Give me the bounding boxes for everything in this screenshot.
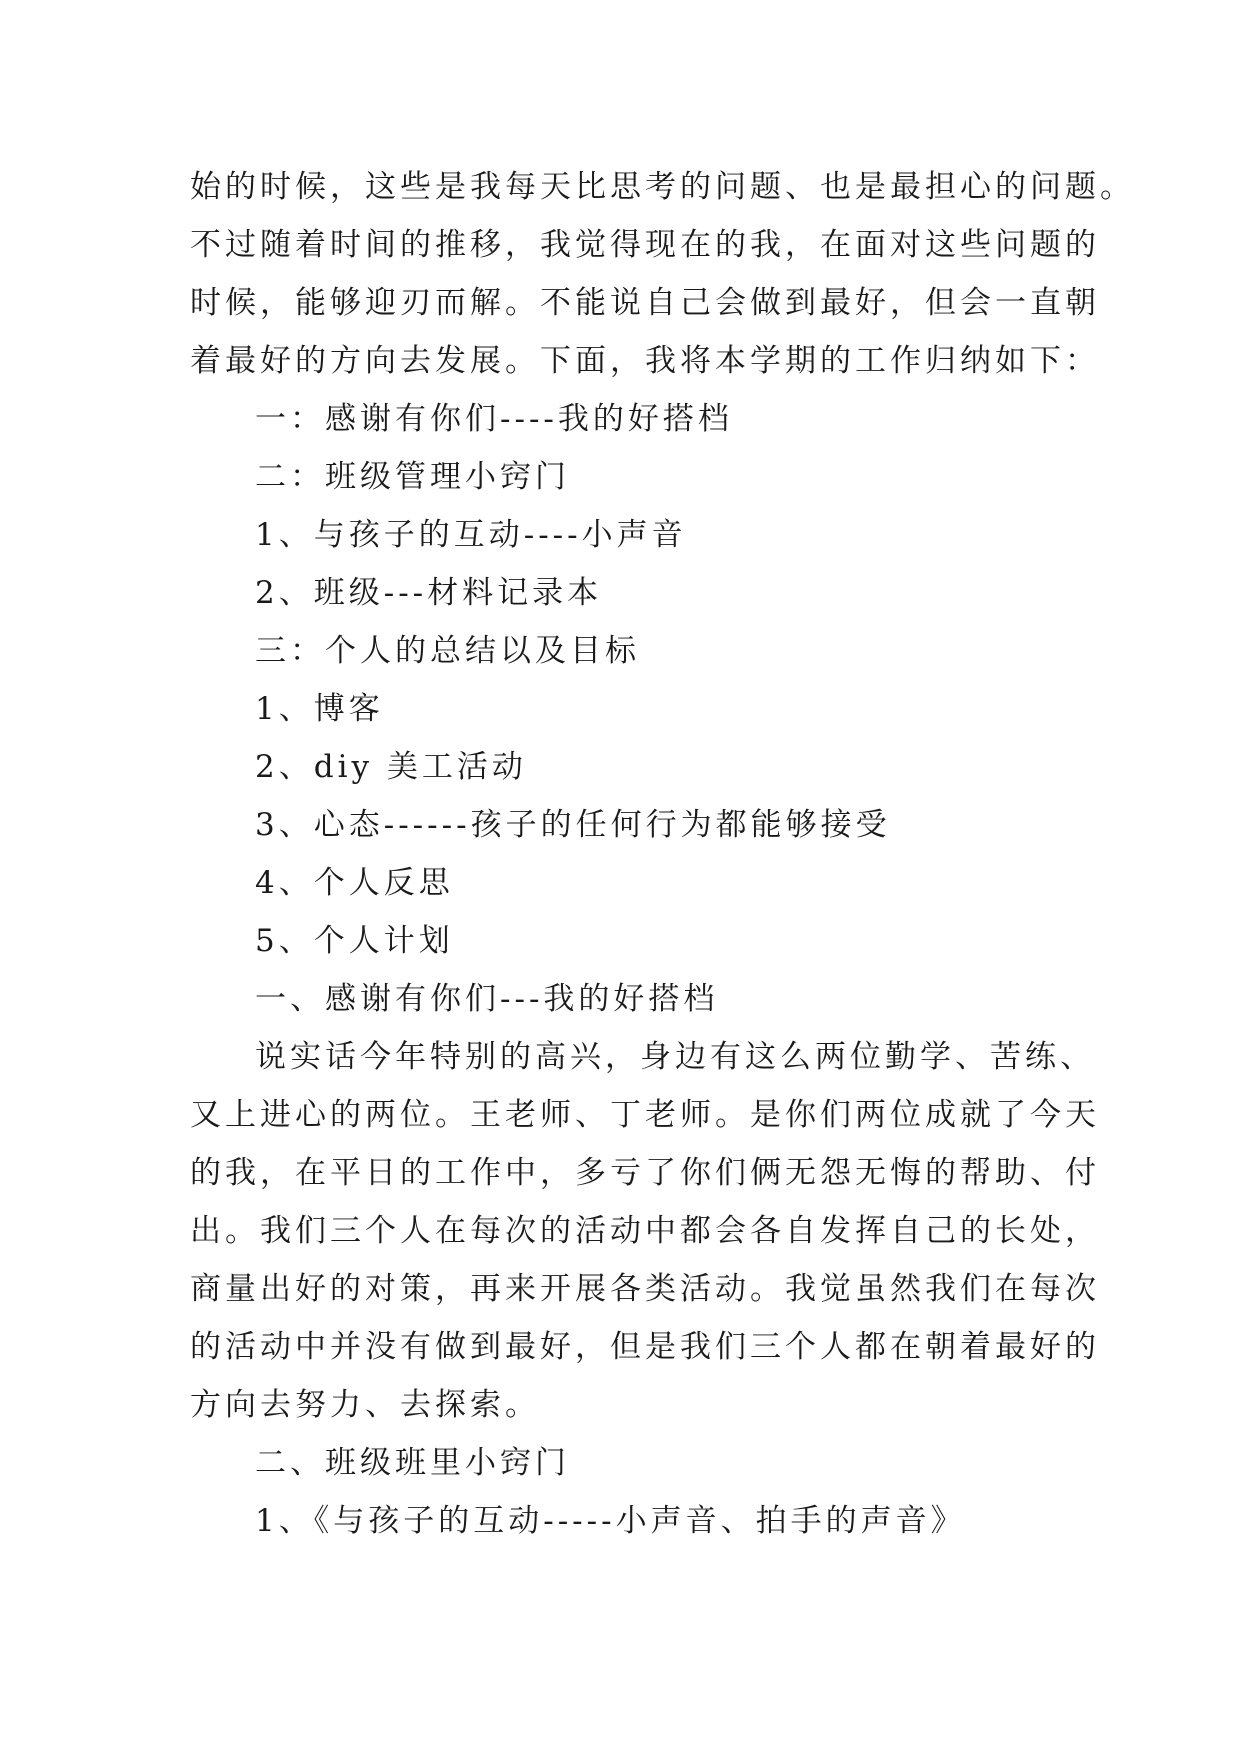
outline-item: 2、diy 美工活动: [255, 749, 527, 785]
paragraph-line: 出。我们三个人在每次的活动中都会各自发挥自己的长处，: [190, 1213, 1100, 1249]
outline-item: 1、博客: [255, 691, 384, 727]
section-title: 一、感谢有你们---我的好搭档: [255, 981, 719, 1017]
document-body: [190, 158, 1135, 1550]
paragraph-line: 说实话今年特别的高兴，身边有这么两位勤学、苦练、: [255, 1039, 1095, 1075]
paragraph-line: 的我，在平日的工作中，多亏了你们俩无怨无悔的帮助、付: [190, 1155, 1100, 1191]
section-heading-2: 二：班级管理小窍门: [255, 459, 570, 495]
outline-item: 3、心态------孩子的任何行为都能够接受: [255, 807, 891, 843]
paragraph-line: 着最好的方向去发展。下面，我将本学期的工作归纳如下：: [190, 343, 1100, 379]
paragraph-line: 的活动中并没有做到最好，但是我们三个人都在朝着最好的: [190, 1329, 1100, 1365]
outline-item: 2、班级---材料记录本: [255, 575, 603, 611]
paragraph-line: 商量出好的对策，再来开展各类活动。我觉虽然我们在每次: [190, 1271, 1100, 1307]
paragraph-line: 不过随着时间的推移，我觉得现在的我，在面对这些问题的: [190, 227, 1100, 263]
paragraph-line: 方向去努力、去探索。: [190, 1387, 540, 1423]
section-heading-3: 三：个人的总结以及目标: [255, 633, 640, 669]
subsection-title: 1、《与孩子的互动-----小声音、拍手的声音》: [255, 1503, 966, 1539]
paragraph-line: 始的时候，这些是我每天比思考的问题、也是最担心的问题。: [190, 169, 1135, 205]
paragraph-line: 时候，能够迎刃而解。不能说自己会做到最好，但会一直朝: [190, 285, 1100, 321]
section-heading-1: 一：感谢有你们----我的好搭档: [255, 401, 733, 437]
paragraph-line: 又上进心的两位。王老师、丁老师。是你们两位成就了今天: [190, 1097, 1100, 1133]
section-title: 二、班级班里小窍门: [255, 1445, 570, 1481]
outline-item: 5、个人计划: [255, 923, 454, 959]
outline-item: 4、个人反思: [255, 865, 454, 901]
outline-item: 1、与孩子的互动----小声音: [255, 517, 687, 553]
